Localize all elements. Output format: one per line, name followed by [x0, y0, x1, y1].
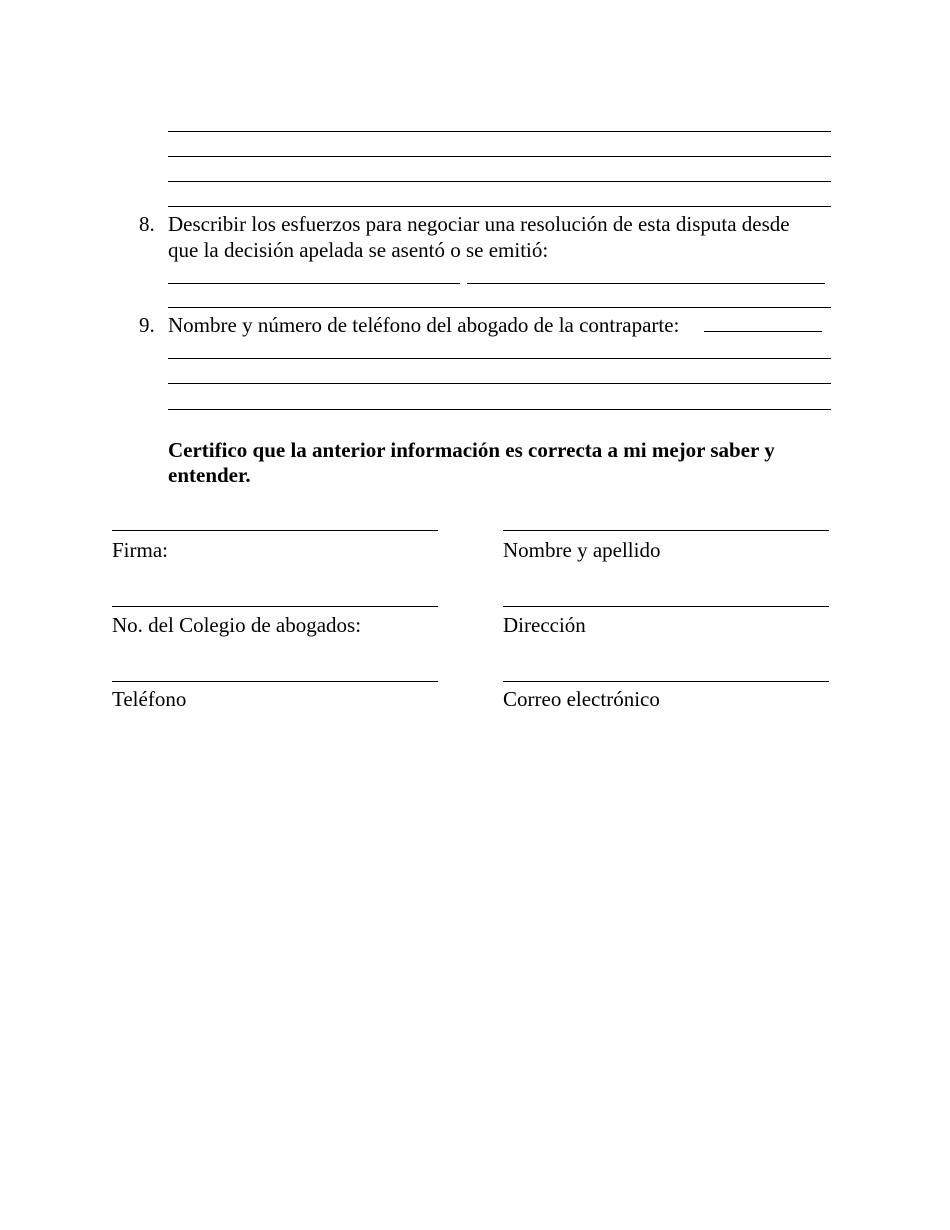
item-9-inline-answer-line[interactable]: [704, 331, 822, 332]
item-9-answer-line[interactable]: [168, 383, 831, 384]
answer-line[interactable]: [168, 206, 831, 207]
item-8-answer-line[interactable]: [168, 283, 460, 284]
signature-line[interactable]: [112, 530, 438, 531]
phone-line[interactable]: [112, 681, 438, 682]
signature-label: Firma:: [112, 538, 168, 562]
item-8-answer-line[interactable]: [168, 307, 831, 308]
item-8-text-line1: Describir los esfuerzos para negociar una resolución de esta disputa desde: [168, 212, 790, 236]
answer-line[interactable]: [168, 156, 831, 157]
bar-number-label: No. del Colegio de abogados:: [112, 613, 362, 637]
item-9-number: 9.: [139, 313, 155, 337]
email-label: Correo electrónico: [503, 687, 660, 711]
certification-line2: entender.: [168, 463, 251, 487]
full-name-line[interactable]: [503, 530, 829, 531]
item-9-answer-line[interactable]: [168, 358, 831, 359]
address-label: Dirección: [503, 613, 586, 637]
item-8-answer-line[interactable]: [467, 283, 825, 284]
address-line[interactable]: [503, 606, 829, 607]
item-9-answer-line[interactable]: [168, 409, 831, 410]
answer-line[interactable]: [168, 131, 831, 132]
bar-number-line[interactable]: [112, 606, 438, 607]
item-8-number: 8.: [139, 212, 155, 236]
email-line[interactable]: [503, 681, 829, 682]
item-9-text: Nombre y número de teléfono del abogado de la contraparte:: [168, 313, 680, 337]
phone-label: Teléfono: [112, 687, 187, 711]
certification-line1: Certifico que la anterior información es correcta a mi mejor saber y: [168, 438, 775, 462]
answer-line[interactable]: [168, 181, 831, 182]
item-8-text-line2: que la decisión apelada se asentó o se emitió:: [168, 238, 549, 262]
full-name-label: Nombre y apellido: [503, 538, 661, 562]
